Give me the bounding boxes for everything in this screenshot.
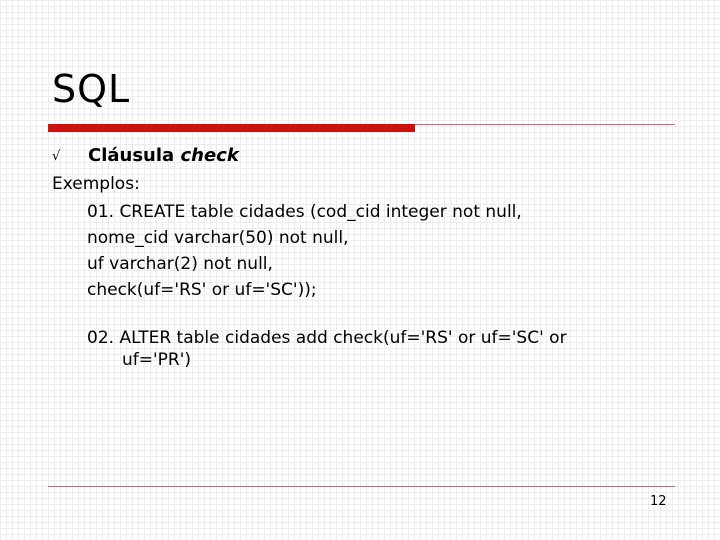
example-2-line-continued: uf='PR') — [122, 350, 192, 370]
footer-rule — [48, 486, 675, 487]
example-1-line: check(uf='RS' or uf='SC')); — [87, 280, 317, 300]
page-number: 12 — [650, 494, 667, 509]
bullet-heading-keyword: check — [180, 145, 239, 166]
bullet-heading — [88, 145, 239, 167]
example-2-code — [87, 327, 567, 371]
check-bullet-icon: √ — [52, 149, 61, 164]
title-underline-accent — [48, 124, 415, 132]
bullet-heading-text: Cláusula — [88, 145, 181, 166]
example-1-code — [87, 199, 522, 303]
examples-label: Exemplos: — [52, 174, 140, 194]
title-underline-rule — [415, 124, 675, 125]
slide-title: SQL — [52, 67, 131, 111]
example-1-line: uf varchar(2) not null, — [87, 254, 273, 274]
example-1-line: 01. CREATE table cidades (cod_cid integer not null, — [87, 202, 522, 222]
example-1-line: nome_cid varchar(50) not null, — [87, 228, 349, 248]
example-2-line: 02. ALTER table cidades add check(uf='RS' or uf='SC' or — [87, 328, 567, 348]
